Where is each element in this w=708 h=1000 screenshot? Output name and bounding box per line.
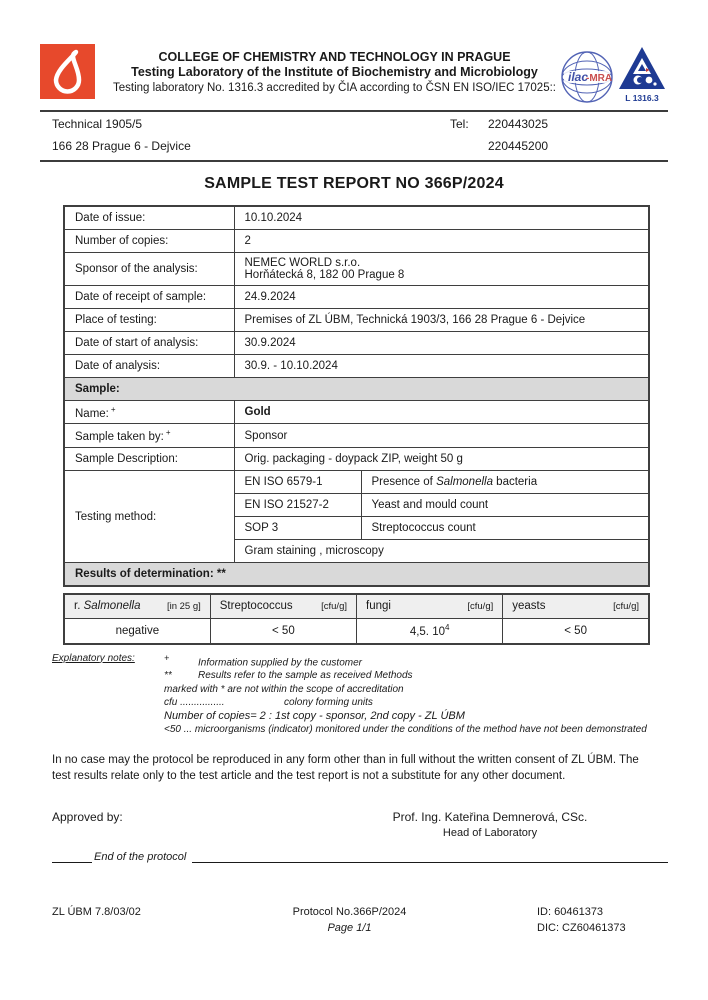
row-value	[234, 252, 649, 285]
row-value: 2	[234, 229, 649, 252]
footnote-marker: +	[110, 404, 116, 414]
row-label: Sample taken by: +	[64, 424, 234, 448]
table-row	[64, 206, 649, 229]
result-col-header: r. Salmonella [in 25 g]	[64, 594, 210, 619]
result-value: negative	[64, 619, 210, 644]
exponent: 4	[444, 623, 450, 633]
sponsor-address: Horňátecká 8, 182 00 Prague 8	[244, 268, 405, 281]
address-row-1	[40, 112, 668, 134]
page-footer	[52, 905, 668, 937]
note-line: Number of copies= 2 : 1st copy - sponsor, 2nd copy - ZL ÚBM	[164, 709, 465, 722]
note-line: <50 ... microorganisms (indicator) monitored under the conditions of the method have not been demonstrated	[164, 724, 647, 736]
table-row	[64, 354, 649, 377]
company-id: ID: 60461373	[537, 906, 604, 919]
result-col-header: fungi [cfu/g]	[357, 594, 503, 619]
results-section-header-row	[64, 563, 649, 586]
row-label: Date of issue:	[64, 206, 234, 229]
approver-name: Prof. Ing. Kateřina Demnerová, CSc.	[392, 810, 588, 825]
method-extra: Gram staining , microscopy	[234, 540, 649, 563]
table-row	[64, 424, 649, 448]
disclaimer-paragraph: In no case may the protocol be reproduced in any form other than in full without the written consent of ZL ÚBM. The test results relate only to the test article and the test report is not a substitute for any other document.	[52, 753, 639, 783]
method-description: Streptococcus count	[361, 517, 649, 540]
method-code: SOP 3	[234, 517, 361, 540]
table-row	[64, 400, 649, 424]
result-value: 4,5. $10^4$	[357, 619, 503, 644]
street-address: Technical 1905/5	[52, 117, 143, 131]
row-value: 24.9.2024	[234, 285, 649, 308]
result-col-header: Streptococcus [cfu/g]	[210, 594, 356, 619]
cia-accreditation-mark	[616, 46, 668, 103]
protocol-number: Protocol No.366P/2024	[292, 906, 407, 919]
end-of-protocol-line	[52, 849, 668, 863]
underscore-segment	[52, 849, 92, 863]
footer-doc-code: ZL ÚBM 7.8/03/02	[52, 906, 141, 919]
cia-mark-number: L 1316.3	[625, 93, 659, 103]
row-label: Sample Description:	[64, 448, 234, 471]
phone-number-2: 220445200	[488, 139, 549, 153]
sample-info-table	[63, 205, 650, 587]
row-value: 10.10.2024	[234, 206, 649, 229]
signature-block	[52, 810, 668, 839]
method-code: EN ISO 21527-2	[234, 494, 361, 517]
footer-protocol-info	[257, 905, 442, 937]
sample-section-header-row	[64, 377, 649, 400]
city-address: 166 28 Prague 6 - Dejvice	[52, 139, 191, 153]
note-line: marked with * are not within the scope of accreditation	[164, 683, 404, 695]
result-col-header: yeasts [cfu/g]	[503, 594, 649, 619]
method-description: Presence of Salmonella bacteria	[361, 471, 649, 494]
table-row	[64, 285, 649, 308]
testing-method-label: Testing method:	[64, 471, 234, 563]
sample-name-value: Gold	[234, 400, 649, 424]
approver-title: Head of Laboratory	[442, 827, 538, 840]
row-value: 30.9. - 10.10.2024	[234, 354, 649, 377]
result-value: < 50	[503, 619, 649, 644]
table-row	[64, 252, 649, 285]
accreditation-line: Testing laboratory No. 1316.3 accredited by ČIA according to ČSN EN ISO/IEC 17025::	[113, 81, 556, 94]
uct-prague-logo-icon	[40, 44, 95, 99]
table-row	[64, 471, 649, 494]
row-label: Number of copies:	[64, 229, 234, 252]
footer-company-ids	[442, 905, 668, 937]
row-value: Orig. packaging - doypack ZIP, weight 50 g	[234, 448, 649, 471]
row-label: Place of testing:	[64, 308, 234, 331]
end-of-protocol-text: End of the protocol	[94, 851, 187, 864]
page-number: Page 1/1	[327, 922, 372, 935]
underscore-segment	[192, 849, 668, 863]
section-header: Results of determination: **	[64, 563, 649, 586]
header-accreditation-logos	[560, 44, 668, 104]
footnote-marker: +	[165, 428, 171, 438]
row-value: Sponsor	[234, 424, 649, 448]
org-name: COLLEGE OF CHEMISTRY AND TECHNOLOGY IN PRAGUE	[158, 50, 511, 64]
method-description: Yeast and mould count	[361, 494, 649, 517]
method-code: EN ISO 6579-1	[234, 471, 361, 494]
note-line: cfu ................ colony forming units	[164, 697, 373, 709]
results-header-row	[64, 594, 649, 619]
page-title: SAMPLE TEST REPORT NO 366P/2024	[204, 175, 504, 192]
row-value: 30.9.2024	[234, 331, 649, 354]
row-value: Premises of ZL ÚBM, Technická 1903/3, 166 28 Prague 6 - Dejvice	[234, 308, 649, 331]
row-label: Name: +	[64, 400, 234, 424]
header-org-block	[95, 44, 574, 95]
cia-triangle-icon	[618, 46, 666, 90]
row-label: Date of analysis:	[64, 354, 234, 377]
tel-label: Tel:	[450, 117, 469, 131]
sponsor-name: NEMEC WORLD s.r.o.	[244, 256, 361, 269]
svg-text:-MRA: -MRA	[586, 73, 613, 84]
phone-number-1: 220443025	[488, 117, 549, 131]
result-value: < 50	[210, 619, 356, 644]
header	[40, 44, 668, 104]
header-divider-bottom	[40, 160, 668, 162]
address-row-2	[40, 134, 668, 156]
table-row	[64, 229, 649, 252]
table-row	[64, 448, 649, 471]
note-line: + Information supplied by the customer	[164, 652, 362, 668]
section-header: Sample:	[64, 377, 649, 400]
ilac-mra-stamp-icon	[560, 50, 614, 104]
note-line: ** Results refer to the sample as received Methods	[164, 670, 413, 682]
lab-name: Testing Laboratory of the Institute of Biochemistry and Microbiology	[131, 65, 538, 80]
results-value-row	[64, 619, 649, 644]
row-label: Sponsor of the analysis:	[64, 252, 234, 285]
explanatory-notes	[52, 652, 668, 737]
table-row	[64, 308, 649, 331]
table-row	[64, 331, 649, 354]
results-table	[63, 593, 650, 645]
row-label: Date of start of analysis:	[64, 331, 234, 354]
approved-by-label: Approved by:	[52, 810, 123, 825]
svg-text:ilac: ilac	[568, 70, 589, 84]
row-label: Date of receipt of sample:	[64, 285, 234, 308]
company-dic: DIC: CZ60461373	[537, 922, 626, 935]
notes-label: Explanatory notes:	[52, 652, 135, 664]
